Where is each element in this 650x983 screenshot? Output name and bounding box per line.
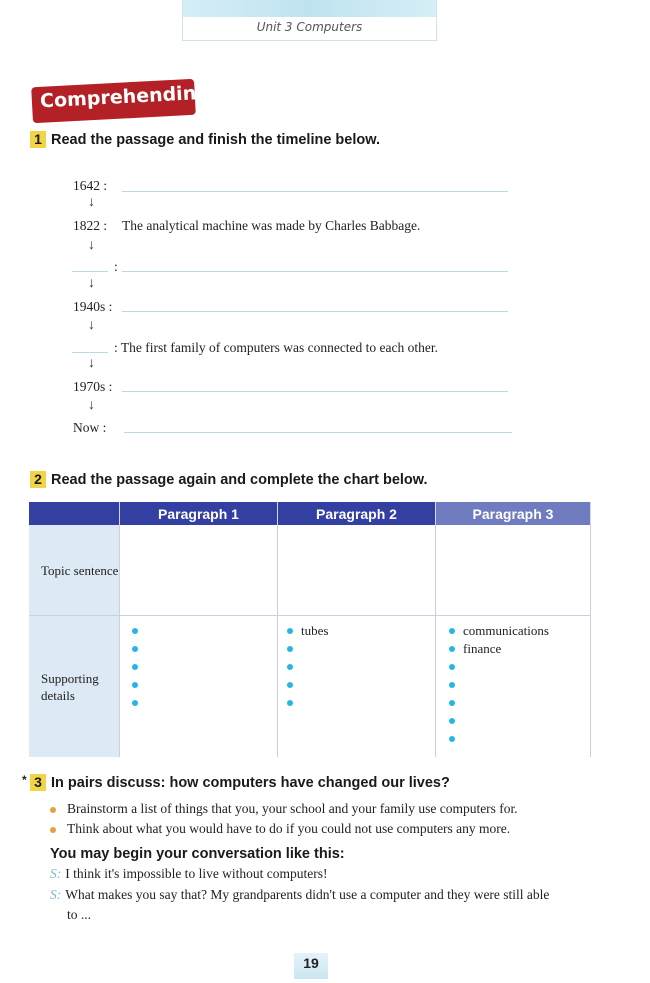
topic-cell-p1[interactable] [120, 525, 278, 616]
support-bullet [449, 730, 590, 748]
timeline-blank-year-3[interactable] [72, 271, 108, 272]
comprehending-banner-label: Comprehending [39, 81, 211, 113]
timeline-blank-1940s[interactable] [122, 311, 508, 312]
conversation-line-2 [50, 887, 549, 903]
conversation-line-2-text: What makes you say that? My grandparents didn't use a computer and they were still able [65, 887, 550, 902]
timeline-arrow: ↓ [88, 195, 95, 210]
topic-cell-p2[interactable] [278, 525, 436, 616]
timeline-year-1970s: 1970s : [73, 379, 113, 394]
chart-col-paragraph-2: Paragraph 2 [278, 502, 436, 525]
timeline-blank-1970s[interactable] [122, 391, 508, 392]
supporting-details-label [29, 616, 120, 758]
chart-col-paragraph-1: Paragraph 1 [120, 502, 278, 525]
chart-header-row [29, 502, 591, 525]
support-bullet [287, 694, 435, 712]
timeline-colon-3: : [114, 259, 118, 274]
task3-number: 3 [30, 774, 46, 791]
support-bullet [449, 712, 590, 730]
task1-number: 1 [30, 131, 46, 148]
timeline-arrow: ↓ [88, 318, 95, 333]
support-bullet [449, 676, 590, 694]
conversation-line-1-text: I think it's impossible to live without computers! [65, 866, 328, 881]
task2-instruction: Read the passage again and complete the chart below. [51, 472, 428, 488]
task3-bullet-2-text: Think about what you would have to do if you could not use computers any more. [67, 821, 511, 836]
timeline-arrow: ↓ [88, 398, 95, 413]
timeline-year-1940s: 1940s : [73, 299, 113, 314]
support-bullet: communications [449, 622, 590, 640]
task3-bullet-1-text: Brainstorm a list of things that you, your school and your family use computers for. [67, 801, 518, 816]
conversation-intro: You may begin your conversation like this: [50, 846, 345, 862]
unit-header [182, 0, 437, 41]
timeline-arrow: ↓ [88, 276, 95, 291]
task2-heading [30, 471, 428, 488]
task2-number: 2 [30, 471, 46, 488]
chart-row-topic [29, 525, 591, 616]
task3-bullet-1 [50, 801, 518, 817]
support-bullet [287, 676, 435, 694]
support-bullet [449, 694, 590, 712]
speaker-label: S: [50, 866, 62, 881]
timeline-year-1822: 1822 : [73, 218, 108, 233]
task1-heading [30, 131, 380, 148]
task3-bullet-2 [50, 821, 510, 837]
conversation-line-1 [50, 866, 328, 882]
optional-star: * [22, 773, 27, 787]
unit-title: Unit 3 Computers [256, 20, 363, 34]
task1-instruction: Read the passage and finish the timeline below. [51, 132, 381, 148]
support-bullet: finance [449, 640, 590, 658]
task3-heading [30, 774, 450, 791]
timeline-text-1822: The analytical machine was made by Charles Babbage. [122, 218, 421, 233]
conversation-line-3: to ... [67, 907, 92, 922]
support-bullet [449, 658, 590, 676]
header-strip [183, 0, 436, 17]
support-bullet [287, 658, 435, 676]
chart-corner [29, 502, 120, 525]
topic-sentence-label-text: Topic sentence [41, 562, 119, 578]
support-bullet [287, 640, 435, 658]
support-cell-p3[interactable] [436, 616, 591, 758]
chart-row-support [29, 616, 591, 758]
support-bullet: tubes [287, 622, 435, 640]
page-number: 19 [294, 953, 328, 979]
timeline-blank-1642[interactable] [122, 191, 508, 192]
timeline-blank-now[interactable] [124, 432, 512, 433]
timeline-text-5: : The first family of computers was connected to each other. [114, 340, 439, 355]
timeline-blank-year-5[interactable] [72, 352, 108, 353]
support-bullet [132, 658, 277, 676]
timeline-arrow: ↓ [88, 238, 95, 253]
support-bullet [132, 676, 277, 694]
topic-cell-p3[interactable] [436, 525, 591, 616]
timeline-year-now: Now : [73, 420, 107, 435]
timeline-year-1642: 1642 : [73, 178, 108, 193]
support-bullet [132, 640, 277, 658]
task3-instruction: In pairs discuss: how computers have changed our lives? [51, 775, 450, 791]
timeline-arrow: ↓ [88, 356, 95, 371]
support-cell-p1[interactable] [120, 616, 278, 758]
supporting-details-label-text: Supporting details [41, 670, 99, 703]
support-bullet [132, 622, 277, 640]
chart-col-paragraph-3: Paragraph 3 [436, 502, 591, 525]
topic-sentence-label [29, 525, 120, 616]
support-bullet [132, 694, 277, 712]
support-cell-p2[interactable] [278, 616, 436, 758]
paragraph-chart [29, 502, 591, 757]
timeline-blank-3[interactable] [122, 271, 508, 272]
speaker-label: S: [50, 887, 62, 902]
